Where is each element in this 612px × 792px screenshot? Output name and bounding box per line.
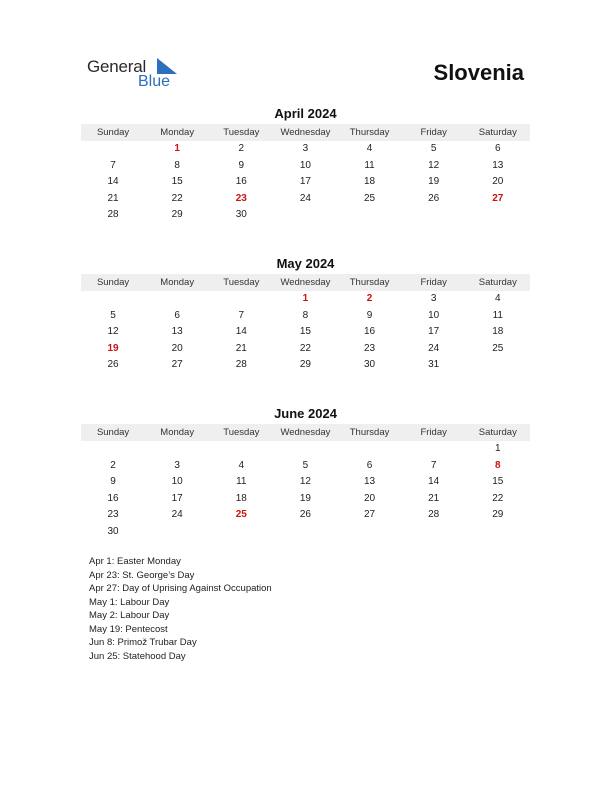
week-row <box>81 441 530 458</box>
day-cell <box>273 441 337 458</box>
day-cell: 18 <box>492 326 504 337</box>
day-cell: 5 <box>302 459 309 471</box>
weekday-label: Monday <box>160 277 195 288</box>
week-row <box>81 191 530 208</box>
holiday-day-cell: 25 <box>235 509 247 520</box>
day-cell: 7 <box>238 309 245 321</box>
month-title: June 2024 <box>274 406 337 421</box>
day-cell <box>145 524 209 541</box>
day-cell <box>209 524 273 541</box>
day-cell: 13 <box>492 159 504 171</box>
day-cell: 22 <box>171 192 183 204</box>
day-cell: 28 <box>428 509 440 520</box>
day-cell <box>466 357 530 374</box>
day-cell: 28 <box>107 209 119 220</box>
day-cell <box>273 207 337 224</box>
day-cell: 22 <box>299 342 311 354</box>
holiday-day-cell: 19 <box>107 342 119 354</box>
weekday-label: Wednesday <box>280 277 331 288</box>
day-cell <box>209 441 273 458</box>
day-cell: 2 <box>110 459 116 471</box>
day-cell: 25 <box>492 342 504 354</box>
day-cell: 11 <box>236 476 247 487</box>
day-cell: 17 <box>428 326 440 337</box>
weekday-label: Saturday <box>478 427 517 438</box>
weekday-label: Monday <box>160 127 195 138</box>
day-cell: 14 <box>235 326 247 337</box>
day-cell: 29 <box>299 359 311 370</box>
holiday-entry: May 1: Labour Day <box>89 596 170 608</box>
holiday-entry: May 19: Pentecost <box>89 623 168 635</box>
day-cell: 3 <box>174 459 180 471</box>
weekday-label: Sunday <box>96 427 130 438</box>
generalblue-logo <box>87 55 187 91</box>
day-cell: 18 <box>235 492 247 504</box>
week-row <box>81 491 530 508</box>
weekday-label: Wednesday <box>280 427 331 438</box>
weekday-label: Sunday <box>96 277 130 288</box>
day-cell: 8 <box>174 159 180 171</box>
week-row <box>81 357 530 374</box>
weekday-label: Thursday <box>349 277 390 288</box>
day-cell: 19 <box>299 492 311 504</box>
week-row <box>81 141 530 158</box>
day-cell: 23 <box>364 342 376 354</box>
day-cell: 17 <box>171 492 183 504</box>
day-cell <box>145 441 209 458</box>
weekday-label: Saturday <box>478 277 517 288</box>
day-cell: 12 <box>299 476 311 487</box>
day-cell: 29 <box>492 509 504 520</box>
week-row <box>81 174 530 191</box>
day-cell: 26 <box>107 359 119 370</box>
day-cell: 25 <box>364 192 376 204</box>
month-block <box>81 106 530 224</box>
day-cell: 4 <box>238 459 245 471</box>
day-cell: 8 <box>302 309 309 321</box>
holiday-day-cell: 1 <box>302 293 309 304</box>
day-cell: 24 <box>171 509 183 520</box>
day-cell: 30 <box>364 359 376 370</box>
weekday-label: Thursday <box>349 127 390 138</box>
day-cell: 15 <box>171 176 183 187</box>
day-cell <box>338 524 402 541</box>
day-cell: 9 <box>366 309 373 321</box>
weekday-label: Saturday <box>478 127 517 138</box>
day-cell <box>81 441 145 458</box>
day-cell: 14 <box>428 476 440 487</box>
day-cell: 6 <box>495 143 501 154</box>
day-cell: 20 <box>364 492 376 504</box>
country-title: Slovenia <box>433 60 524 85</box>
week-row <box>81 324 530 341</box>
day-cell: 1 <box>495 443 501 454</box>
day-cell: 15 <box>299 326 311 337</box>
month-block <box>81 406 530 540</box>
weekday-header <box>81 274 530 291</box>
day-cell: 23 <box>107 509 119 520</box>
day-cell: 21 <box>107 192 119 204</box>
day-cell: 21 <box>235 342 247 354</box>
day-cell: 5 <box>430 143 437 154</box>
day-cell: 27 <box>171 359 183 370</box>
month-title: May 2024 <box>276 256 335 271</box>
day-cell <box>402 441 466 458</box>
week-row <box>81 458 530 475</box>
weekday-header <box>81 124 530 141</box>
week-row <box>81 341 530 358</box>
weekday-label: Friday <box>420 277 447 288</box>
weekday-label: Sunday <box>96 127 130 138</box>
day-cell <box>81 291 145 308</box>
day-cell: 9 <box>238 159 245 171</box>
weekday-label: Thursday <box>349 427 390 438</box>
weekday-label: Tuesday <box>223 277 260 288</box>
day-cell: 12 <box>107 326 119 337</box>
week-row <box>81 158 530 175</box>
day-cell: 27 <box>364 509 376 520</box>
day-cell: 20 <box>171 342 183 354</box>
day-cell: 10 <box>428 309 440 321</box>
day-cell <box>145 291 209 308</box>
day-cell: 13 <box>364 476 376 487</box>
day-cell: 16 <box>364 326 376 337</box>
day-cell <box>338 441 402 458</box>
holiday-entry: Apr 1: Easter Monday <box>89 556 181 567</box>
day-cell: 11 <box>492 309 503 321</box>
week-row <box>81 308 530 325</box>
day-cell: 16 <box>235 176 247 187</box>
holiday-entry: Apr 23: St. George’s Day <box>89 569 195 581</box>
logo-text-blue: Blue <box>138 73 171 90</box>
weekday-label: Friday <box>420 427 447 438</box>
day-cell: 3 <box>430 293 437 304</box>
day-cell: 24 <box>299 192 311 204</box>
day-cell: 4 <box>495 293 501 304</box>
holiday-entry: May 2: Labour Day <box>89 610 170 621</box>
holiday-entry: Jun 25: Statehood Day <box>89 650 186 662</box>
day-cell: 28 <box>235 359 247 370</box>
day-cell: 9 <box>110 476 116 487</box>
day-cell: 2 <box>238 143 245 154</box>
day-cell <box>402 207 466 224</box>
day-cell <box>466 524 530 541</box>
day-cell: 26 <box>299 509 311 520</box>
week-row <box>81 507 530 524</box>
day-cell: 31 <box>428 359 440 370</box>
day-cell: 18 <box>364 176 376 187</box>
day-cell: 14 <box>107 176 119 187</box>
day-cell <box>338 207 402 224</box>
weekday-label: Tuesday <box>223 427 260 438</box>
month-title: April 2024 <box>274 106 337 121</box>
day-cell: 10 <box>171 476 183 487</box>
day-cell: 15 <box>492 476 504 487</box>
day-cell: 6 <box>366 459 373 471</box>
day-cell: 21 <box>428 492 440 504</box>
logo-triangle-icon <box>155 58 177 74</box>
week-row <box>81 474 530 491</box>
weekday-label: Monday <box>160 427 195 438</box>
holiday-day-cell: 27 <box>492 192 504 204</box>
week-row <box>81 291 530 308</box>
day-cell: 30 <box>107 525 119 537</box>
day-cell: 12 <box>428 159 440 171</box>
day-cell: 7 <box>430 459 437 471</box>
month-block <box>81 256 530 374</box>
week-row <box>81 524 530 541</box>
day-cell <box>402 524 466 541</box>
day-cell <box>81 141 145 158</box>
holiday-day-cell: 2 <box>366 293 373 304</box>
day-cell <box>466 207 530 224</box>
weekday-header <box>81 424 530 441</box>
day-cell: 4 <box>366 143 373 154</box>
holiday-entry: Jun 8: Primož Trubar Day <box>89 637 197 648</box>
weekday-label: Tuesday <box>223 127 260 138</box>
holiday-day-cell: 1 <box>174 143 180 154</box>
day-cell <box>273 524 337 541</box>
weekday-label: Wednesday <box>280 127 331 138</box>
day-cell: 26 <box>428 192 440 204</box>
day-cell: 7 <box>110 159 116 171</box>
day-cell: 16 <box>107 492 119 504</box>
day-cell: 3 <box>302 143 309 154</box>
day-cell: 22 <box>492 492 504 504</box>
day-cell <box>209 291 273 308</box>
day-cell: 29 <box>171 209 183 220</box>
weekday-label: Friday <box>420 127 447 138</box>
holiday-entry: Apr 27: Day of Uprising Against Occupation <box>89 583 272 594</box>
day-cell: 10 <box>299 159 311 171</box>
week-row <box>81 207 530 224</box>
day-cell: 5 <box>110 309 116 321</box>
day-cell: 24 <box>428 342 440 354</box>
day-cell: 20 <box>492 176 504 187</box>
holiday-day-cell: 8 <box>495 459 501 471</box>
day-cell: 17 <box>299 176 311 187</box>
day-cell: 6 <box>174 309 180 321</box>
day-cell: 13 <box>171 326 183 337</box>
day-cell: 30 <box>235 209 247 220</box>
day-cell: 19 <box>428 176 440 187</box>
day-cell: 11 <box>364 159 375 171</box>
holiday-list <box>89 555 272 663</box>
logo-text-general: General <box>87 57 147 76</box>
holiday-day-cell: 23 <box>235 192 247 204</box>
